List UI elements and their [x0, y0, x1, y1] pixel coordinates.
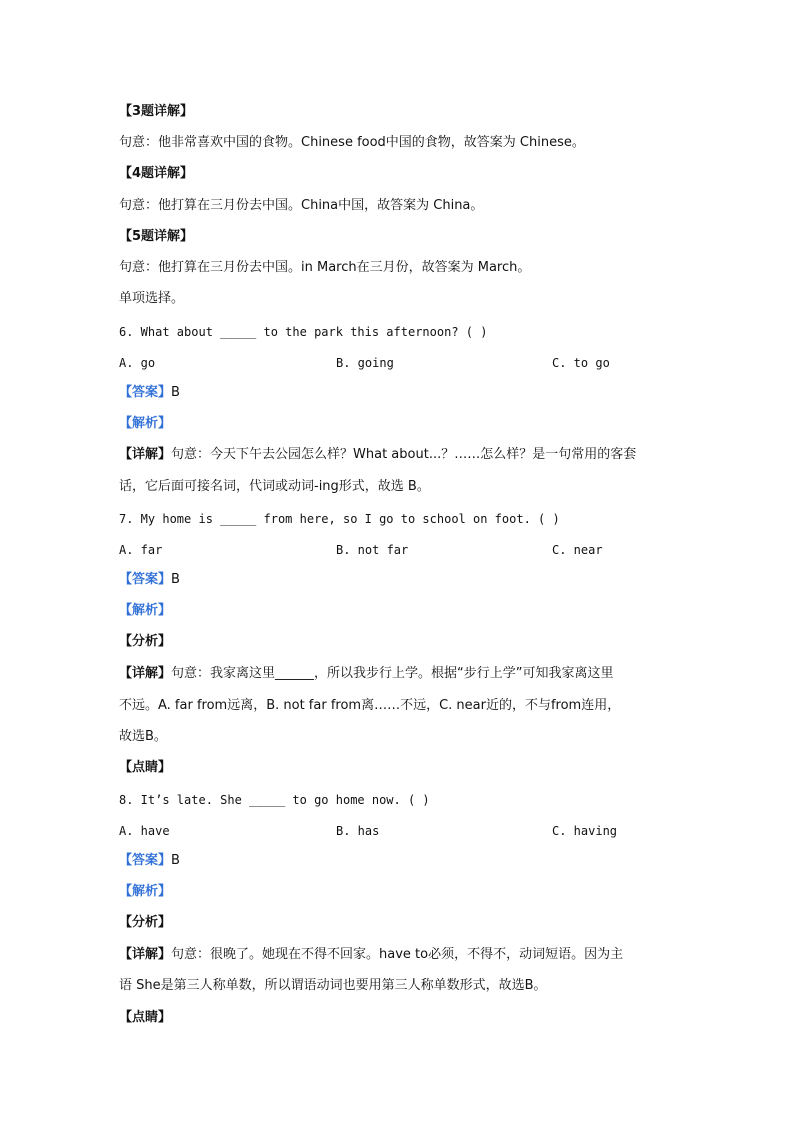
- q8-analysis-tag: 【解析】: [119, 884, 172, 899]
- q6-detail-text1: 句意：今天下午去公园怎么样？What about...？……怎么样？是一句常用的客套: [171, 447, 637, 462]
- q8-option-b: B. has: [336, 824, 380, 838]
- q6-detail-tag: 【详解】: [119, 447, 172, 462]
- q3-explanation: 句意：他非常喜欢中国的食物。Chinese food中国的食物，故答案为 Chinese。: [119, 135, 585, 150]
- q6-stem: 6. What about _____ to the park this afternoon? ( ): [119, 325, 488, 339]
- q6-detail-line1: [119, 445, 636, 465]
- q4-explanation: 句意：他打算在三月份去中国。China中国，故答案为 China。: [119, 198, 484, 213]
- q8-answer: B: [171, 853, 180, 868]
- q7-answer-tag: 【答案】: [119, 572, 172, 587]
- q7-option-a: A. far: [119, 543, 163, 557]
- single-choice-heading: 单项选择。: [119, 291, 185, 306]
- q8-detail-line1: [119, 945, 623, 965]
- q7-detail-text1: 句意：我家离这里______，所以我步行上学。根据“步行上学”可知我家离这里: [171, 666, 614, 681]
- q6-analysis-tag: 【解析】: [119, 416, 172, 431]
- q7-detail-line2: 不远。A. far from远离，B. not far from离……不远，C. near近的，不与from连用，: [119, 698, 621, 713]
- q7-option-c: C. near: [552, 543, 603, 557]
- q8-answer-tag: 【答案】: [119, 853, 172, 868]
- q8-option-a: A. have: [119, 824, 170, 838]
- q8-detail-text1: 句意：很晚了。她现在不得不回家。have to必须，不得不，动词短语。因为主: [171, 947, 624, 962]
- q7-option-b: B. not far: [336, 543, 409, 557]
- q8-answer-row: [119, 851, 180, 871]
- q7-fenxi-tag: 【分析】: [119, 634, 172, 649]
- q6-detail-line2: 话，它后面可接名词，代词或动词-ing形式，故选 B。: [119, 479, 430, 494]
- q6-option-a: A. go: [119, 356, 156, 370]
- q8-dianjing-tag: 【点睛】: [119, 1010, 172, 1025]
- q8-stem: 8. It’s late. She _____ to go home now. ( ): [119, 793, 430, 807]
- q7-detail-line1: [119, 664, 614, 684]
- q7-answer-row: [119, 570, 180, 590]
- q6-answer-row: [119, 383, 180, 403]
- q7-detail-line3: 故选B。: [119, 729, 167, 744]
- q8-detail-line2: 语 She是第三人称单数，所以谓语动词也要用第三人称单数形式，故选B。: [119, 978, 547, 993]
- q7-analysis-tag: 【解析】: [119, 603, 172, 618]
- q6-answer: B: [171, 385, 180, 400]
- q6-answer-tag: 【答案】: [119, 385, 172, 400]
- q7-dianjing-tag: 【点睛】: [119, 760, 172, 775]
- q7-answer: B: [171, 572, 180, 587]
- q6-option-b: B. going: [336, 356, 394, 370]
- q8-fenxi-tag: 【分析】: [119, 915, 172, 930]
- q7-detail-tag: 【详解】: [119, 666, 172, 681]
- q6-option-c: C. to go: [552, 356, 610, 370]
- q4-detail-heading: 【4题详解】: [119, 166, 194, 181]
- q8-option-c: C. having: [552, 824, 618, 838]
- q8-detail-tag: 【详解】: [119, 947, 172, 962]
- q3-detail-heading: 【3题详解】: [119, 104, 194, 119]
- q5-explanation: 句意：他打算在三月份去中国。in March在三月份，故答案为 March。: [119, 260, 531, 275]
- q5-detail-heading: 【5题详解】: [119, 229, 194, 244]
- q7-stem: 7. My home is _____ from here, so I go to school on foot. ( ): [119, 512, 560, 526]
